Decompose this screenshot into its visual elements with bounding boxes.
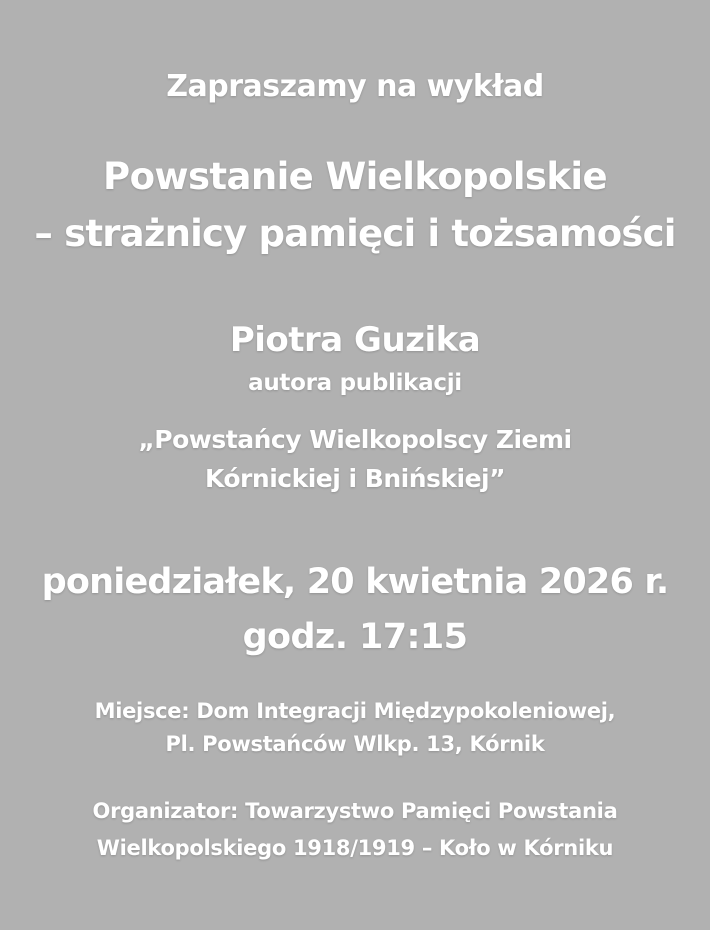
venue-line-2: Pl. Powstańców Wlkp. 13, Kórnik — [165, 732, 545, 756]
publication-title-line-1: „Powstańcy Wielkopolscy Ziemi — [138, 425, 572, 454]
organizer-line-2: Wielkopolskiego 1918/1919 – Koło w Kórniku — [96, 836, 614, 860]
lecture-title-line-2: – strażnicy pamięci i tożsamości — [34, 212, 676, 255]
organizer-line-1: Organizator: Towarzystwo Pamięci Powstania — [92, 799, 618, 823]
lecture-title-line-1: Powstanie Wielkopolskie — [103, 155, 607, 198]
event-time: godz. 17:15 — [242, 617, 468, 657]
speaker-name: Piotra Guzika — [229, 320, 481, 360]
publication-title-line-2: Kórnickiej i Bnińskiej” — [204, 464, 506, 493]
event-date: poniedziałek, 20 kwietnia 2026 r. — [41, 562, 669, 602]
speaker-role: autora publikacji — [248, 370, 462, 396]
venue-line-1: Miejsce: Dom Integracji Międzypokoleniowej, — [94, 699, 616, 723]
invitation-heading: Zapraszamy na wykład — [166, 69, 544, 104]
